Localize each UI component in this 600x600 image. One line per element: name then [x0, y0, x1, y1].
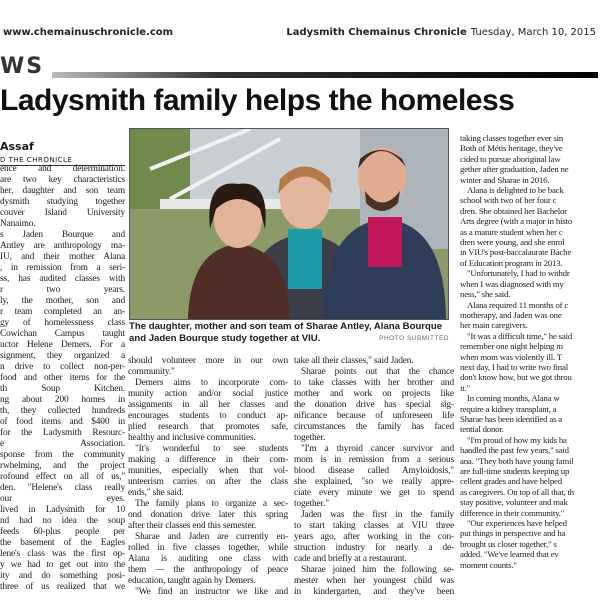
text-line: lene's class was the first op- — [0, 549, 125, 559]
text-line: "I'm proud of how my kids ha — [467, 434, 567, 445]
text-line: struction industry for nearly a de- — [294, 543, 454, 553]
text-line: Sharae has been identified as a — [460, 413, 563, 424]
text-line: encourages students to conduct ap- — [128, 411, 288, 421]
text-line: motherapy, and Jaden was one — [460, 309, 562, 320]
text-line: th Soup Kitchen. — [0, 384, 125, 394]
text-line: Demers aims to incorporate com- — [135, 378, 288, 388]
photo-credit: PHOTO SUBMITTED — [379, 335, 449, 342]
text-line: circumstances the family has faced — [294, 422, 454, 432]
text-line: n drive to collect non-per- — [0, 362, 125, 372]
text-line: Nanaimo. — [0, 219, 36, 229]
text-line: ana. "They both have young famil — [460, 455, 574, 466]
text-line: lived in Ladysmith for 10 — [0, 505, 125, 515]
text-line: as caregivers. On top of all that, th — [460, 486, 575, 497]
text-line: handled the past few years," said — [460, 445, 569, 456]
text-line: community." — [128, 367, 175, 377]
text-line: healthy and inclusive communities. — [128, 433, 256, 443]
text-line: together. — [294, 433, 326, 443]
text-line: ss, has audited classes with — [0, 274, 125, 284]
text-line: r team completed an an- — [0, 307, 125, 317]
text-line: signment, they organized a — [0, 351, 125, 361]
text-line: winter and Sharae in 2016. — [460, 174, 550, 185]
text-line: rofound effect on all of us," — [0, 472, 125, 482]
text-line: our eyes. — [0, 494, 125, 504]
text-line: dysmith studying together — [0, 197, 125, 207]
text-line: as a mature student when her c — [460, 226, 563, 237]
text-line: s Jaden Bourque and — [0, 230, 125, 240]
text-line: gy of homelessness class — [0, 318, 125, 328]
text-line: ng about 200 homes in — [0, 395, 125, 405]
text-line: don't know how, but we got throu — [460, 372, 572, 383]
text-line: years ago, after working in the con- — [294, 532, 454, 542]
text-line: dren were young, and she enrol — [460, 237, 565, 248]
article-column-2 — [128, 356, 288, 598]
text-line: brought us closer together," s — [460, 538, 557, 549]
text-line: rwhelming, and the project — [0, 461, 125, 471]
text-line: in VIU's post-baccalaurate Bache — [460, 247, 572, 258]
text-line: ence and determination. — [0, 164, 125, 174]
text-line: when I was diagnosed with my — [460, 278, 564, 289]
photo-caption — [129, 321, 449, 345]
text-line: take all their classes," said Jaden. — [294, 356, 414, 366]
text-line: education, taught again by Demers. — [128, 576, 256, 586]
article-photo — [129, 128, 449, 320]
text-line: she explained, "so we really appre- — [294, 477, 454, 487]
issue-date: Tuesday, March 10, 2015 — [470, 27, 596, 38]
text-line: are full-time students keeping up — [460, 466, 570, 476]
text-line: unteerism carries on after the class — [128, 477, 288, 487]
text-line: tential donor. — [460, 424, 504, 435]
text-line: Alana is auditing one class with — [128, 554, 288, 564]
text-line: to take classes with her brother and — [294, 378, 454, 388]
text-line: school with two of her four c — [460, 195, 557, 206]
text-line: nificance because of unforeseen life — [294, 411, 454, 421]
family-photo-illustration — [130, 129, 448, 319]
text-line: den. "Helene's class really — [0, 483, 125, 493]
text-line: "Our experiences have helped — [467, 518, 567, 529]
headline: Ladysmith family helps the homeless — [0, 84, 515, 117]
text-line: IU, and their mother Alana — [0, 252, 125, 262]
text-line: cided to pursue aboriginal law — [460, 153, 561, 164]
text-line: the basement of the Eagles — [0, 538, 125, 548]
text-line: ciate every minute we get to spend — [294, 488, 454, 498]
text-line: require a kidney transplant, a — [460, 403, 557, 414]
text-line: put things in perspective and ha — [460, 528, 566, 539]
text-line: "Unfortunately, I had to withdr — [467, 268, 570, 279]
text-line: are two key characteristics — [0, 175, 125, 185]
text-line: added. "We've learned that ev — [460, 549, 559, 560]
text-line: after their classes end this semester. — [128, 521, 257, 531]
text-line: Jaden was the first in the family — [301, 510, 454, 520]
text-line: uctor Helene Demers. For a — [0, 340, 125, 350]
text-line: ond donation drive later this spring — [128, 510, 288, 520]
text-line: , in remission from a seri- — [0, 263, 125, 273]
text-line: making a difference in their com- — [128, 455, 288, 465]
text-line: mom is in remission from a serious — [294, 455, 454, 465]
masthead — [286, 27, 596, 38]
byline: Assaf — [0, 140, 34, 153]
text-line: it." — [460, 382, 470, 393]
text-line: when mom was violently ill. T — [460, 351, 563, 362]
text-line: of food items and $400 in — [0, 417, 125, 427]
text-line: The family plans to organize a sec- — [135, 499, 288, 509]
text-line: ity and do something posi- — [0, 571, 125, 581]
website-url: www.chemainuschronicle.com — [3, 27, 174, 38]
section-label: WS — [0, 54, 45, 79]
text-line: e Association. — [0, 439, 125, 449]
text-line: mester when her youngest child was — [294, 576, 454, 586]
text-line: "I'm a thyroid cancer survivor and — [301, 444, 454, 454]
text-line: "It's wonderful to see students — [135, 444, 288, 454]
text-line: Both of Métis heritage, they've — [460, 143, 563, 154]
text-line: Sharae joined him the following se- — [301, 565, 454, 575]
text-line: ly, the mother, son and — [0, 296, 125, 306]
text-line: them — the anthropology of peace — [128, 565, 288, 575]
text-line: stay positive, volunteer and mak — [460, 497, 568, 508]
article-column-1 — [0, 164, 125, 593]
article-column-3 — [294, 356, 454, 598]
text-line: three of us realized that we — [0, 582, 125, 592]
text-line: plied research that promotes safe, — [128, 422, 288, 432]
text-line: mother and work on projects like — [294, 389, 454, 399]
text-line: rolled in five classes together, while — [128, 543, 288, 553]
text-line: Alana is delighted to be back — [467, 185, 564, 196]
text-line: munities, especially when that vol- — [128, 466, 288, 476]
text-line: taking classes together ever sin — [460, 133, 564, 143]
text-line: Arts degree (with a major in histo — [460, 216, 572, 227]
text-line: Sharae and Jaden are currently en- — [135, 532, 288, 542]
text-line: moment counts." — [460, 559, 517, 570]
text-line: y we had to get out into the — [0, 560, 125, 570]
text-line: for the Ladysmith Resourc- — [0, 428, 125, 438]
paper-name: Ladysmith Chemainus Chronicle — [286, 27, 467, 38]
article-column-4 — [460, 133, 598, 570]
text-line: "We find an instructor we like and — [135, 587, 288, 597]
text-line: Antley are anthropology ma- — [0, 241, 125, 251]
text-line: ness," she said. — [460, 289, 511, 300]
text-line: remember one night helping m — [460, 341, 563, 352]
text-line: Cowichan Campus taught — [0, 329, 125, 339]
text-line: her main caregivers. — [460, 320, 528, 331]
text-line: sponse from the community — [0, 450, 125, 460]
byline-credit: D THE CHRONICLE — [0, 156, 125, 166]
text-line: the donation drive has special sig- — [294, 400, 454, 410]
text-line: feeds 60-plus people per — [0, 527, 125, 537]
text-line: Alana required 11 months of c — [467, 299, 569, 310]
text-line: in kindergarten, and they've been — [294, 587, 454, 597]
caption-text: The daughter, mother and son team of Sharae Antley, Alana Bourque and Jaden Bourque study together at VIU. — [129, 321, 443, 344]
text-line: her, daughter and son team — [0, 186, 125, 196]
text-line: cade and briefly at a restaurant. — [294, 554, 407, 564]
text-line: munity action and/or social justice — [128, 389, 288, 399]
text-line: "It was a difficult time," he said — [467, 330, 573, 341]
text-line: next day, I had to write two final — [460, 361, 568, 372]
text-line: to start taking classes at VIU three — [294, 521, 454, 531]
text-line: together." — [294, 499, 329, 509]
section-rule — [52, 72, 598, 78]
text-line: of Education program in 2013. — [460, 257, 563, 268]
text-line: couver Island University — [0, 208, 125, 218]
text-line: difference in their community." — [460, 507, 565, 518]
text-line: assignments in all her classes and — [128, 400, 288, 410]
text-line: nd had no idea the soup — [0, 516, 125, 526]
text-line: In coming months, Alana w — [467, 393, 560, 404]
text-line: gether after graduation, Jaden ne — [460, 164, 569, 175]
text-line: food and other items for the — [0, 373, 125, 383]
text-line: Sharae points out that the chance — [301, 367, 454, 377]
text-line: cellent grades and have helped — [460, 476, 562, 487]
text-line: th, they collected hundreds — [0, 406, 125, 416]
text-line: should volunteer more in our own — [128, 356, 288, 366]
text-line: ends," she said. — [128, 488, 184, 498]
text-line: dren. She obtained her Bachelor — [460, 205, 567, 216]
text-line: r two years. — [0, 285, 125, 295]
text-line: blood disease called Amyloidosis," — [294, 466, 454, 476]
